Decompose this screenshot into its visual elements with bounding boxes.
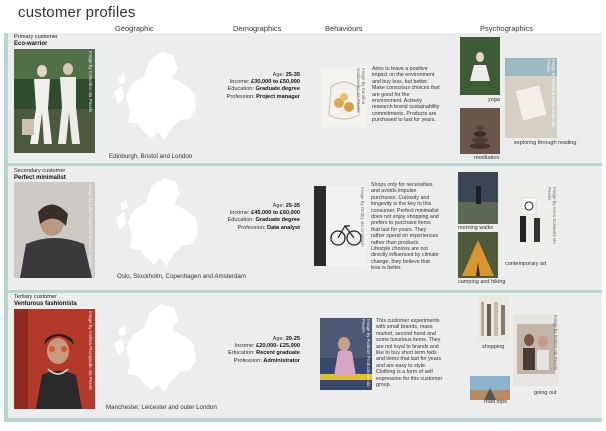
profession-label: Profession:	[237, 224, 266, 231]
persona-photo	[14, 309, 95, 409]
demographics-block	[200, 203, 300, 232]
age-value: 25-35	[285, 72, 300, 78]
psychographic-photo-reading	[505, 58, 557, 138]
europe-map	[108, 302, 198, 398]
education-label: Education:	[228, 350, 255, 357]
psychographic-caption: morning walks	[458, 225, 494, 231]
photo-credit: Image by Karolina Grabowska via Pexels	[356, 68, 366, 113]
psychographic-photo-contemporary-art	[506, 186, 558, 260]
behaviour-text: Shops only for necessities and avoids impulse purchases. Curiosity and longevity is the key to this consumer. Perfect minimalist does not enjoy shopping and prefers to purchase items that last for years. They rather spend on experiences rather than products. Lifestyle choices are not directly influenced by climate change, they believe that less is better.	[371, 182, 439, 272]
psychographic-caption: road trips	[484, 399, 507, 405]
age-value: 25-35	[285, 203, 300, 209]
photo-credit: Image by Andrea Piacquadio via Pexels	[88, 311, 93, 391]
income-value: £30,000 to £50,000	[251, 79, 300, 86]
profession-label: Profession:	[226, 93, 255, 100]
europe-map	[108, 48, 198, 148]
psychographic-caption: contemporary art	[505, 261, 547, 267]
psychographic-photo-yoga	[460, 37, 500, 95]
photo-credit: Image by Kelly Vogelhsohen via Unsplash	[88, 184, 93, 268]
psychographic-caption: camping and hiking	[458, 279, 506, 285]
location-caption: Edinburgh, Bristol and London	[109, 153, 193, 160]
column-heading-psychographics: Psychographics	[480, 24, 533, 33]
psychographic-photo-going-out	[513, 314, 559, 386]
psychographic-caption: meditation	[474, 155, 500, 161]
psychographic-photo-road-trips	[470, 376, 510, 400]
photo-credit: Image by Rodnae Productions via Pexels	[361, 319, 371, 387]
photo-credit: Image by Anna Schwartz via Pexels	[547, 187, 557, 244]
behaviour-text: Aims to leave a positive impact on the environment and buy less, but better. Make conscious choices that are good for the environment. Actively research brand sustainability commitments. Products are purchased to last for years.	[372, 66, 440, 124]
column-heading-geographic: Geographic	[115, 24, 154, 33]
education-value: Graduate degree	[255, 86, 300, 93]
location-caption: Oslo, Stockholm, Copenhagen and Amsterdam	[117, 273, 246, 280]
income-label: Income:	[234, 343, 255, 350]
education-value: Graduate degree	[255, 217, 300, 224]
photo-credit: Image by Karolina Grabowska via Pexels	[546, 59, 556, 127]
income-value: £20,000- £25,000	[256, 343, 300, 350]
profile-name: Eco-warrior	[14, 41, 48, 47]
persona-photo	[14, 182, 95, 278]
persona-photo	[14, 49, 95, 153]
psychographic-photo-shopping	[477, 296, 509, 342]
income-label: Income:	[229, 210, 250, 217]
location-caption: Manchester, Leicester and outer London	[106, 404, 217, 411]
profession-label: Profession:	[233, 357, 262, 364]
psychographic-caption: shopping	[482, 344, 505, 350]
demographics-block	[200, 336, 300, 365]
profile-tier: Secondary customer	[14, 168, 66, 174]
demographics-block	[200, 72, 300, 101]
profession-value: Data analyst	[267, 224, 300, 231]
behaviour-photo	[314, 186, 366, 266]
profile-name: Perfect minimalist	[14, 175, 66, 181]
profile-tier: Primary customer	[14, 34, 58, 40]
psychographic-caption: going out	[534, 390, 557, 396]
age-value: 20-25	[285, 336, 300, 342]
age-label: Age:	[272, 72, 285, 78]
age-label: Age:	[272, 203, 285, 209]
psychographic-photo-camping	[458, 232, 498, 278]
psychographic-photo-morning-walks	[458, 172, 498, 224]
column-heading-demographics: Demographics	[233, 24, 282, 33]
behaviour-text: This customer experiments with small brands, mass market, second hand and some luxurious items. They are not loyal to brands and like to buy short term fads and items that last for years and are easy to style. Clothing is a form of self expression for this customer group.	[376, 318, 443, 389]
column-heading-behaviours: Behaviours	[325, 24, 363, 33]
income-label: Income:	[229, 79, 250, 86]
education-label: Education:	[227, 86, 254, 93]
photo-credit: Image by Robert via Pexels	[553, 315, 558, 371]
education-label: Education:	[227, 217, 254, 224]
photo-credit: Image by Cottonbro via Pexels	[88, 51, 93, 113]
age-label: Age:	[272, 336, 285, 342]
photo-credit: Image by Dmitry via Unsplash	[360, 187, 365, 247]
behaviour-photo	[320, 318, 372, 390]
profession-value: Project manager	[256, 93, 300, 100]
psychographic-caption: yoga	[488, 97, 500, 103]
profile-tier: Tertiary customer	[14, 294, 57, 300]
profession-value: Administrator	[263, 357, 300, 364]
income-value: £45,000 to £60,000	[251, 210, 300, 217]
psychographic-caption: exploring through reading	[514, 140, 577, 146]
page-title: customer profiles	[18, 4, 136, 21]
behaviour-photo	[321, 67, 367, 127]
profile-name: Venturous fashionista	[14, 301, 77, 307]
education-value: Recent graduate	[256, 350, 300, 357]
europe-map	[110, 176, 200, 272]
psychographic-photo-meditation	[460, 108, 500, 154]
